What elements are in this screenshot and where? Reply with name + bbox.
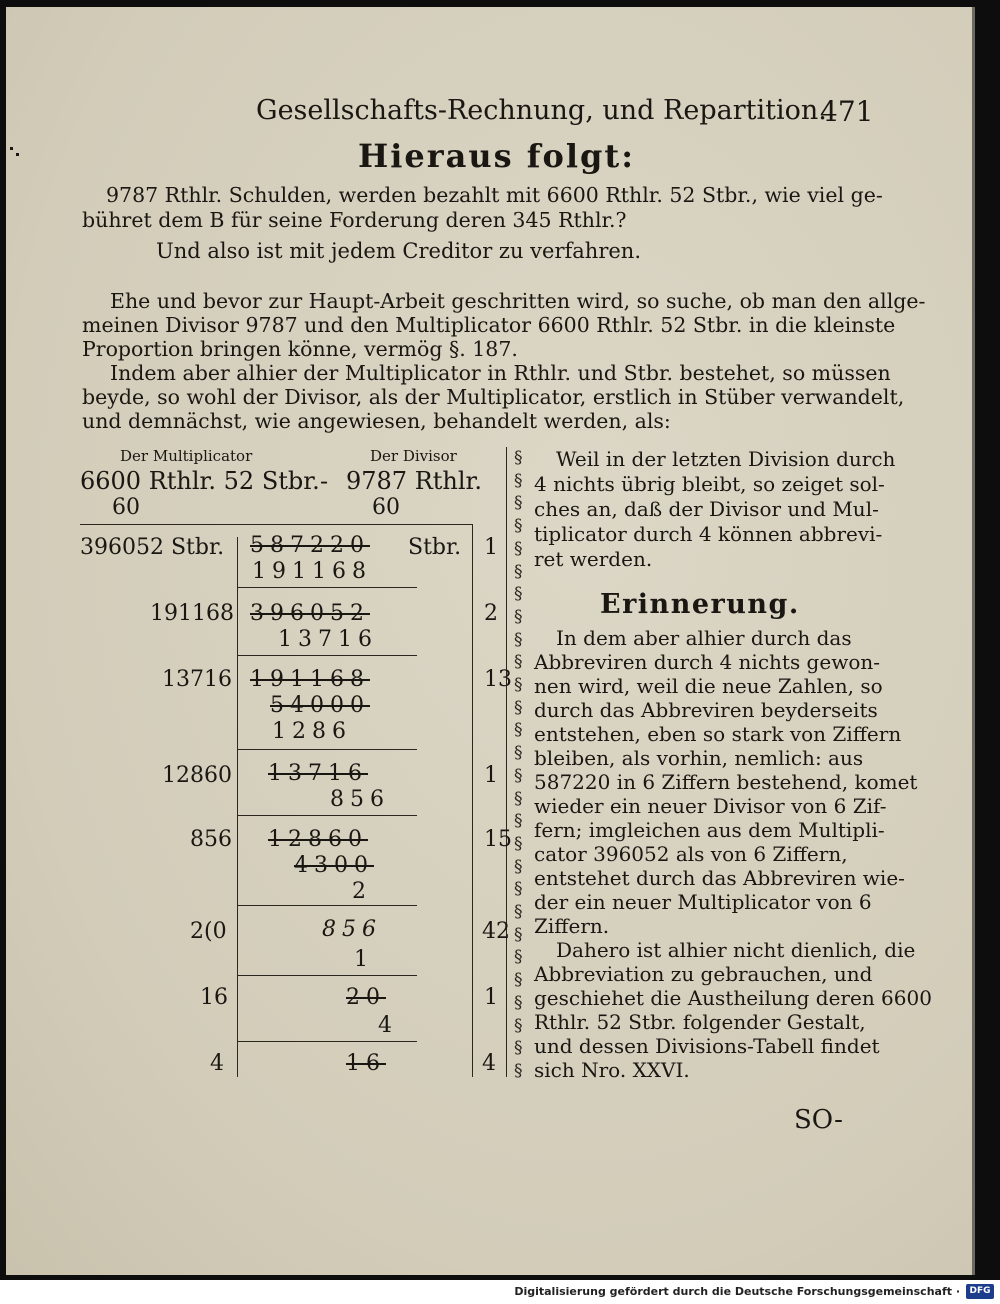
row-rule (237, 815, 417, 816)
table-row-struck: 587220 (250, 533, 370, 558)
table-row-quotient: 1 (484, 535, 498, 560)
page-number: 471 (820, 95, 874, 128)
table-divider-left (237, 537, 238, 1077)
paragraph-line: meinen Divisor 9787 und den Multiplicator 6600 Rthlr. 52 Stbr. in die kleinste (82, 313, 896, 337)
table-row-struck: 191168 (250, 667, 370, 692)
margin-mark (10, 147, 13, 150)
divisor-label: Der Divisor (370, 447, 457, 465)
table-row-quotient: 4 (482, 1051, 496, 1076)
table-row-left: 396052 Stbr. (80, 535, 225, 560)
erinnerung-heading: Erinnerung. (600, 589, 800, 620)
table-row-struck: 13716 (268, 761, 368, 786)
table-row-plain: 2 (352, 879, 372, 904)
section-mark-column: § § § § § § § § § § § § § § § § § § § § § § § § § § § § (514, 448, 523, 1081)
intro-line: bühret dem B für seine Forderung deren 345 Rthlr.? (82, 208, 627, 232)
row-rule (237, 975, 417, 976)
factor-right: 60 (372, 495, 400, 520)
margin-mark (16, 153, 19, 156)
table-divider-right (472, 524, 473, 1077)
right-text-line: durch das Abbreviren beyderseits (534, 698, 878, 722)
table-row-struck: 16 (346, 1051, 386, 1076)
right-text-line: ches an, daß der Divisor und Mul- (534, 497, 879, 521)
row-rule (237, 587, 417, 588)
table-row-left: 13716 (162, 667, 232, 692)
right-text-line: Abbreviation zu gebrauchen, und (534, 962, 873, 986)
section-heading: Hieraus folgt: (358, 137, 635, 175)
table-row-plain: 191168 (252, 559, 372, 584)
factor-left: 60 (112, 495, 140, 520)
right-text-line: Rthlr. 52 Stbr. folgender Gestalt, (534, 1010, 866, 1034)
table-row-plain: 1286 (272, 719, 352, 744)
right-text-line: geschiehet die Austheilung deren 6600 (534, 986, 932, 1010)
table-row-struck: 396052 (250, 601, 370, 626)
table-row-plain: 13716 (278, 627, 378, 652)
paragraph-line: Indem aber alhier der Multiplicator in Rthlr. und Stbr. bestehet, so müssen (110, 361, 891, 385)
table-row-quotient: 15 (484, 827, 512, 852)
row-rule (237, 1041, 417, 1042)
dfg-logo: DFG (966, 1284, 994, 1299)
right-text-line: In dem aber alhier durch das (556, 626, 852, 650)
footer-bar (0, 1280, 1000, 1304)
page-edge (972, 7, 975, 1275)
right-text-line: sich Nro. XXVI. (534, 1058, 690, 1082)
right-text-line: wieder ein neuer Divisor von 6 Zif- (534, 794, 887, 818)
table-row-struck: 20 (346, 985, 386, 1010)
row-rule (237, 749, 417, 750)
table-row-struck: 856 (322, 917, 382, 942)
table-row-quotient: 1 (484, 985, 498, 1010)
divisor-value: 9787 Rthlr. (346, 467, 483, 495)
table-row-left: 12860 (162, 763, 232, 788)
right-text-line: der ein neuer Multiplicator von 6 (534, 890, 872, 914)
table-row-struck: 54000 (270, 693, 370, 718)
right-text-line: tiplicator durch 4 können abbrevi- (534, 522, 883, 546)
running-title: Gesellschafts-Rechnung, und Repartition. (256, 95, 827, 126)
right-text-line: bleiben, als vorhin, nemlich: aus (534, 746, 864, 770)
right-text-line: Ziffern. (534, 914, 610, 938)
book-page (6, 7, 972, 1275)
intro-line: 9787 Rthlr. Schulden, werden bezahlt mit 6600 Rthlr. 52 Stbr., wie viel ge- (106, 183, 883, 207)
table-row-struck: 12860 (268, 827, 368, 852)
dash: - (320, 467, 329, 495)
table-row-quotient: 42 (482, 919, 510, 944)
right-text-line: 587220 in 6 Ziffern bestehend, komet (534, 770, 918, 794)
table-row-left: 856 (190, 827, 232, 852)
right-text-line: cator 396052 als von 6 Ziffern, (534, 842, 848, 866)
row-rule (237, 655, 417, 656)
right-text-line: Dahero ist alhier nicht dienlich, die (556, 938, 916, 962)
table-divider-section (506, 447, 507, 1077)
footer-credit: Digitalisierung gefördert durch die Deutsche Forschungsgemeinschaft · (514, 1285, 960, 1298)
table-row-plain: 1 (354, 947, 368, 972)
right-text-line: Abbreviren durch 4 nichts gewon- (534, 650, 880, 674)
right-text-line: entstehen, eben so stark von Ziffern (534, 722, 902, 746)
right-text-line: 4 nichts übrig bleibt, so zeiget sol- (534, 472, 885, 496)
table-row-left: 191168 (150, 601, 234, 626)
paragraph-line: und demnächst, wie angewiesen, behandelt werden, als: (82, 409, 671, 433)
paragraph-line: beyde, so wohl der Divisor, als der Multiplicator, erstlich in Stüber verwandelt, (82, 385, 905, 409)
multiplicator-value: 6600 Rthlr. 52 Stbr. (80, 467, 320, 495)
row-rule (237, 905, 417, 906)
catchword: SO- (794, 1105, 843, 1135)
intro-line: Und also ist mit jedem Creditor zu verfahren. (156, 239, 641, 263)
right-text-line: Weil in der letzten Division durch (556, 447, 896, 471)
table-row-plain: 856 (330, 787, 390, 812)
paragraph-line: Proportion bringen könne, vermög §. 187. (82, 337, 518, 361)
table-top-rule (80, 524, 472, 525)
table-row-quotient: 13 (484, 667, 512, 692)
table-row-left: 2(0 (190, 919, 227, 944)
table-row-quotient: 1 (484, 763, 498, 788)
table-row-left: 16 (200, 985, 228, 1010)
table-row-left: 4 (210, 1051, 224, 1076)
multiplicator-label: Der Multiplicator (120, 447, 253, 465)
right-text-line: ret werden. (534, 547, 653, 571)
right-text-line: entstehet durch das Abbreviren wie- (534, 866, 905, 890)
table-row-quotient: 2 (484, 601, 498, 626)
right-text-line: fern; imgleichen aus dem Multipli- (534, 818, 885, 842)
table-row-unit: Stbr. (408, 535, 462, 560)
table-row-plain: 4 (378, 1013, 392, 1038)
table-row-struck: 4300 (294, 853, 374, 878)
right-text-line: und dessen Divisions-Tabell findet (534, 1034, 880, 1058)
right-text-line: nen wird, weil die neue Zahlen, so (534, 674, 883, 698)
paragraph-line: Ehe und bevor zur Haupt-Arbeit geschritten wird, so suche, ob man den allge- (110, 289, 926, 313)
